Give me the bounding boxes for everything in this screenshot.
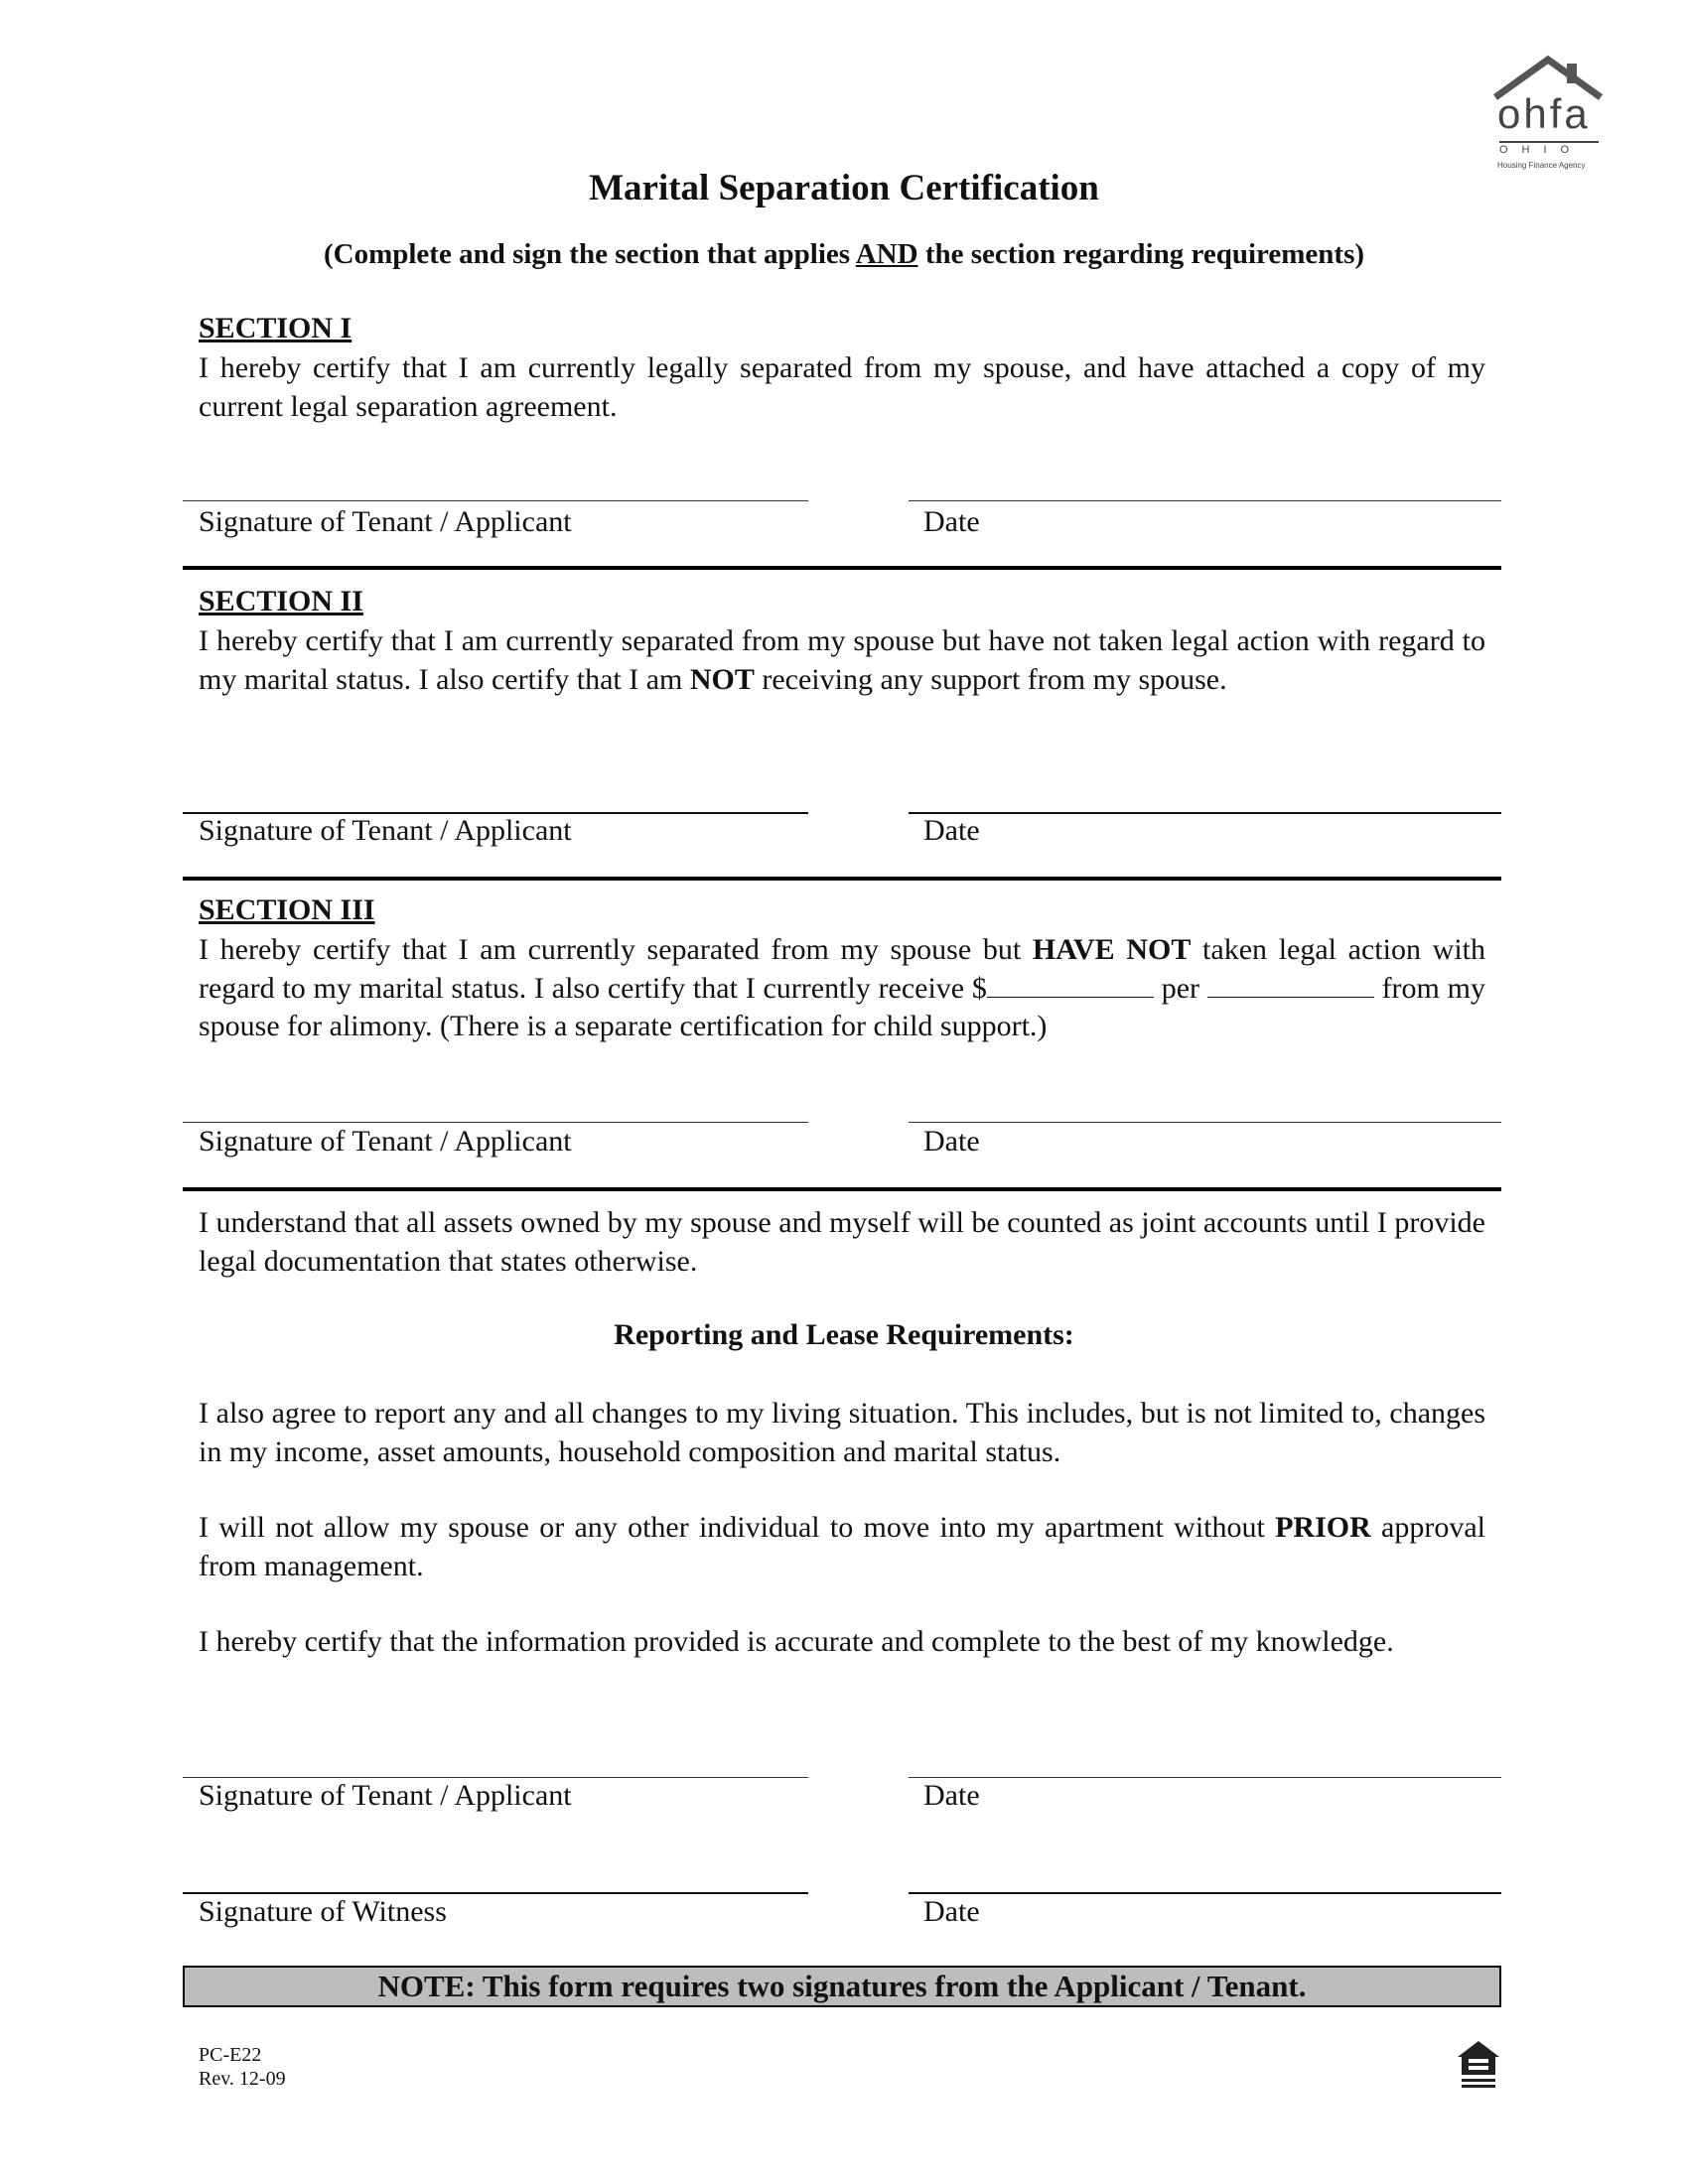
date-line[interactable] bbox=[909, 812, 1501, 814]
section-1-text: I hereby certify that I am currently legally separated from my spouse, and have attached a copy of my current legal separation agreement. bbox=[199, 351, 1485, 423]
ohfa-logo bbox=[1489, 54, 1607, 175]
page-subtitle bbox=[0, 238, 1688, 271]
section-divider bbox=[183, 877, 1501, 881]
section-1-heading: SECTION I bbox=[199, 312, 352, 344]
requirements-paragraph-2 bbox=[199, 1509, 1485, 1585]
subtitle-text-end: the section regarding requirements) bbox=[917, 238, 1365, 270]
requirements-p2-emphasis: PRIOR bbox=[1275, 1511, 1371, 1544]
witness-date-label: Date bbox=[923, 1895, 980, 1928]
section-3-text bbox=[199, 931, 1485, 1046]
subtitle-text: (Complete and sign the section that applies bbox=[323, 238, 856, 270]
signature-label: Signature of Tenant / Applicant bbox=[199, 814, 572, 847]
date-label: Date bbox=[923, 505, 980, 538]
witness-signature-line[interactable] bbox=[183, 1892, 808, 1894]
section-divider bbox=[183, 566, 1501, 570]
page-title: Marital Separation Certification bbox=[589, 168, 1099, 208]
alimony-period-field[interactable] bbox=[1207, 973, 1374, 998]
signature-line[interactable] bbox=[183, 1777, 808, 1778]
equal-housing-opportunity-icon bbox=[1456, 2039, 1501, 2091]
witness-date-line[interactable] bbox=[909, 1892, 1501, 1894]
section-3-heading: SECTION III bbox=[199, 893, 375, 926]
date-line[interactable] bbox=[909, 1777, 1501, 1778]
date-label: Date bbox=[923, 1125, 980, 1158]
subtitle-emphasis: AND bbox=[855, 238, 918, 270]
section-3-text-mid: taken legal action with regard to my marital status. I also certify that I currently receive $ bbox=[199, 933, 1485, 1005]
signature-label: Signature of Tenant / Applicant bbox=[199, 1779, 572, 1812]
requirements-paragraph-3: I hereby certify that the information provided is accurate and complete to the best of my knowledge. bbox=[199, 1625, 1394, 1658]
note-banner: NOTE: This form requires two signatures from the Applicant / Tenant. bbox=[183, 1966, 1501, 2007]
requirements-heading: Reporting and Lease Requirements: bbox=[614, 1318, 1074, 1351]
logo-wordmark: ohfa bbox=[1497, 90, 1591, 137]
signature-label: Signature of Tenant / Applicant bbox=[199, 505, 572, 538]
section-2-text-end: receiving any support from my spouse. bbox=[754, 662, 1227, 696]
section-2-text-part: I hereby certify that I am currently separated from my spouse but have not taken legal action with regard to my marital status. I also certify that I am bbox=[199, 624, 1485, 696]
assets-statement: I understand that all assets owned by my spouse and myself will be counted as joint accounts until I provide legal documentation that states otherwise. bbox=[199, 1206, 1485, 1278]
requirements-p2-text-end: approval from management. bbox=[199, 1511, 1485, 1582]
witness-signature-label: Signature of Witness bbox=[199, 1895, 447, 1928]
section-3-emphasis: HAVE NOT bbox=[1032, 933, 1192, 966]
date-label: Date bbox=[923, 1779, 980, 1812]
requirements-p2-text: I will not allow my spouse or any other individual to move into my apartment without bbox=[199, 1511, 1276, 1544]
section-3-text-part: I hereby certify that I am currently separated from my spouse but bbox=[199, 933, 1033, 966]
section-2-text bbox=[199, 622, 1485, 699]
logo-agency: Housing Finance Agency bbox=[1497, 161, 1586, 170]
signature-label: Signature of Tenant / Applicant bbox=[199, 1125, 572, 1158]
section-2-heading: SECTION II bbox=[199, 585, 363, 617]
section-2-emphasis: NOT bbox=[689, 662, 755, 696]
date-line[interactable] bbox=[909, 500, 1501, 501]
section-3-text-per: per bbox=[1153, 971, 1207, 1005]
form-id: PC-E22 bbox=[199, 2044, 262, 2066]
signature-line[interactable] bbox=[183, 1122, 808, 1123]
section-3-text-end: from my spouse for alimony. (There is a separate certification for child support.) bbox=[199, 971, 1485, 1042]
logo-state: OHIO bbox=[1499, 141, 1599, 156]
date-label: Date bbox=[923, 814, 980, 847]
section-divider bbox=[183, 1187, 1501, 1191]
form-revision: Rev. 12-09 bbox=[199, 2068, 286, 2090]
requirements-paragraph-1: I also agree to report any and all changes to my living situation. This includes, but is not limited to, changes in my income, asset amounts, household composition and marital status. bbox=[199, 1397, 1485, 1468]
signature-line[interactable] bbox=[183, 500, 808, 501]
date-line[interactable] bbox=[909, 1122, 1501, 1123]
alimony-amount-field[interactable] bbox=[987, 973, 1154, 998]
